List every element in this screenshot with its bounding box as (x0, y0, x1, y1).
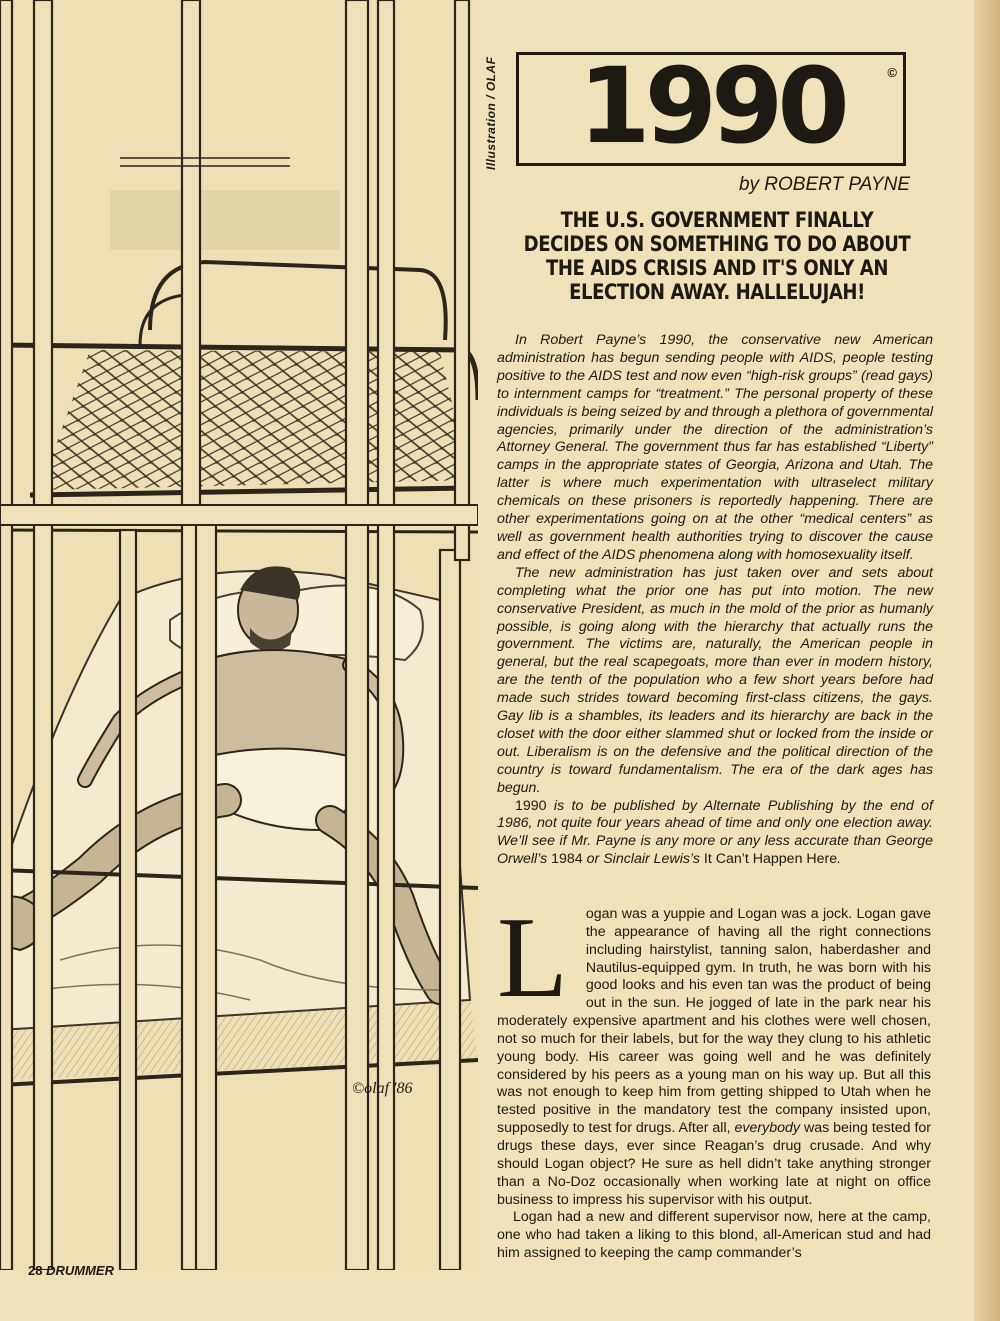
credit-text: Illustration / OLAF (484, 56, 498, 170)
story-paragraph-1 (497, 894, 932, 1209)
page-footer (28, 1263, 114, 1278)
intro-text-a: is to be published by Alternate Publishing by the end of 1986, not quite four years ahead of time and only one election away. We’ll see if Mr. Payne is any more or any less accurate than George Orwell’s (497, 797, 933, 868)
story-text-b: was being tested for drugs these days, ever since Reagan’s drug crusade. And why should Logan object? He sure as hell didn’t take anything stronger than a No-Doz occasionally when working late at night on office business to impress his supervisor with his output. (497, 1120, 932, 1208)
article-title: 1990 (578, 45, 844, 167)
headline: THE U.S. GOVERNMENT FINALLY DECIDES ON SOMETHING TO DO ABOUT THE AIDS CRISIS AND IT'S ONLY AN ELECTION AWAY. HALLELUJAH! (523, 208, 911, 304)
intro-paragraph-3 (497, 798, 933, 870)
page-number: 28 (28, 1263, 43, 1278)
byline: by ROBERT PAYNE (738, 174, 910, 195)
page-edge (974, 0, 1000, 1321)
magazine-name: DRUMMER (46, 1263, 114, 1278)
intro-text-end: . (837, 851, 842, 868)
artist-signature: ©olaf '86 (352, 1080, 413, 1097)
intro-paragraph-1: In Robert Payne’s 1990, the conservative new American administration has begun sending people with AIDS, people testing positive to the AIDS test and now even “high-risk groups” (read gays) to internment camps for “treatment.” The personal property of these individuals is being seized by and through a plethora of governmental agencies, primarily under the direction of the administration’s Attorney General. The government thus far has established “Liberty” camps in the appropriate states of Georgia, Arizona and Utah. The latter is where much experimentation with ultraselect military chemicals on these prisoners is reportedly happening. There are other experimentations going on at the other “medical centers” as well as government health authorities trying to discover the cause and effect of the AIDS phenomena along with homosexuality itself. (497, 332, 933, 563)
intro-book-title: It Can’t Happen Here (703, 851, 838, 868)
intro-paragraph-2: The new administration has just taken over and sets about completing what the prior one has put into motion. The new conservative President, as much in the mold of the prior as humanly possible, is going along with the hierarchy that actually runs the government. The victims are, naturally, the American people in general, but the real scapegoats, more than ever in modern history, are the tenth of the population who a few short years before had made such strides toward becoming first-class citizens, the gays. Gay lib is a shambles, its leaders and its hierarchy are back in the closet with the door either slammed shut or locked from the inside or out. Liberalism is on the defensive and the political direction of the country is toward fundamentalism. The era of the dark ages has begun. (497, 564, 933, 796)
title-box (516, 45, 906, 167)
copyright-mark: © (887, 65, 897, 80)
intro-blurb (497, 332, 933, 869)
story-paragraph-2: Logan had a new and different supervisor now, here at the camp, one who had taken a liking to this blond, all-American stud and had him assigned to keeping the camp commander’s (497, 1209, 931, 1262)
story-body (497, 894, 932, 1263)
story-emphasis: everybody (734, 1120, 800, 1137)
intro-text-b: or Sinclair Lewis’s (582, 851, 704, 868)
drop-cap: L (497, 894, 568, 1022)
intro-book-year: 1990 (515, 797, 547, 814)
prison-cell-illustration (0, 0, 478, 1270)
intro-book-1984: 1984 (551, 851, 583, 868)
story-text-a: ogan was a yuppie and Logan was a jock. Logan gave the appearance of having all the right connections including hairstylist, tanning salon, haberdasher and Nautilus-equipped gym. In truth, he was born with his good looks and his even tan was the product of being out in the sun. He jogged of late in the park near his moderately expensive apartment and his clothes were well chosen, not so much for their labels, but for the way they clung to his athletic young body. His career was going well and he was definitely considered by his peers as a young man on his way up. But all this was not enough to keep him from getting shipped to Utah when he tested positive in the mandatory test the company insisted upon, supposedly to test for drugs. After all, (497, 906, 931, 1137)
illustration-credit (484, 56, 502, 170)
